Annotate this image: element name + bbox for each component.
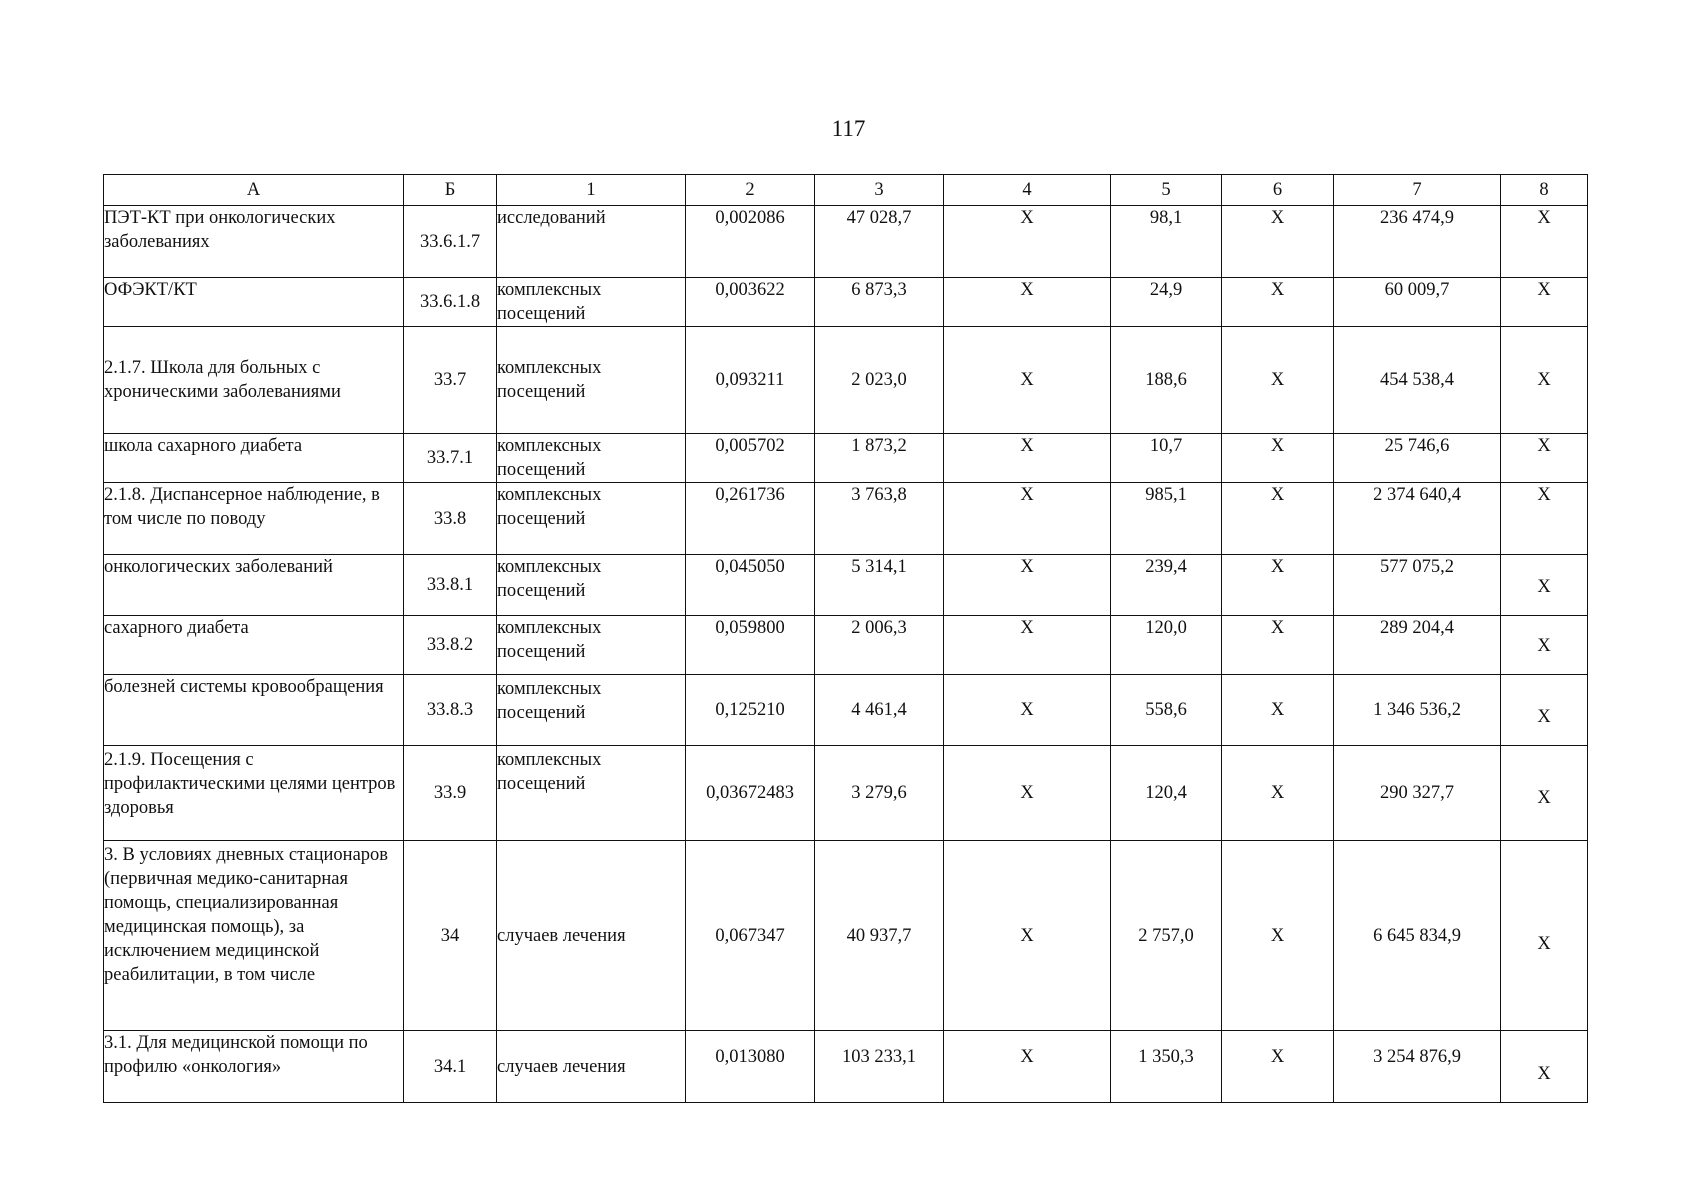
row-col4-cell: X <box>944 278 1111 327</box>
row-code-cell: 33.6.1.7 <box>404 206 497 278</box>
row-col6-cell: X <box>1222 555 1334 616</box>
row-col5-cell: 1 350,3 <box>1111 1031 1222 1103</box>
data-table <box>103 174 1588 1103</box>
row-col8-cell: X <box>1501 434 1588 483</box>
row-name-cell: болезней системы кровообращения <box>104 675 404 746</box>
header-cell-b: Б <box>404 175 497 206</box>
row-col5-cell: 985,1 <box>1111 483 1222 555</box>
row-col2-cell: 0,005702 <box>686 434 815 483</box>
row-code-cell: 33.6.1.8 <box>404 278 497 327</box>
row-col2-cell: 0,002086 <box>686 206 815 278</box>
row-col3-cell: 6 873,3 <box>815 278 944 327</box>
row-col5-cell: 558,6 <box>1111 675 1222 746</box>
row-col5-cell: 188,6 <box>1111 327 1222 434</box>
header-cell-7: 7 <box>1334 175 1501 206</box>
header-cell-4: 4 <box>944 175 1111 206</box>
row-col4-cell: X <box>944 434 1111 483</box>
row-unit-cell: комплексных посещений <box>497 327 686 434</box>
row-col7-cell: 3 254 876,9 <box>1334 1031 1501 1103</box>
row-col4-cell: X <box>944 1031 1111 1103</box>
row-name-cell: 2.1.7. Школа для больных с хроническими заболеваниями <box>104 327 404 434</box>
row-col7-cell: 60 009,7 <box>1334 278 1501 327</box>
row-unit-cell: комплексных посещений <box>497 434 686 483</box>
row-unit-cell: комплексных посещений <box>497 616 686 675</box>
row-name-cell: 2.1.9. Посещения с профилактическими целями центров здоровья <box>104 746 404 841</box>
row-col3-cell: 47 028,7 <box>815 206 944 278</box>
row-col6-cell: X <box>1222 746 1334 841</box>
row-col4-cell: X <box>944 746 1111 841</box>
row-col3-cell: 1 873,2 <box>815 434 944 483</box>
table-row <box>104 1031 1588 1103</box>
row-col4-cell: X <box>944 483 1111 555</box>
row-col2-cell: 0,045050 <box>686 555 815 616</box>
row-col8-cell: X <box>1501 675 1588 746</box>
row-code-cell: 34.1 <box>404 1031 497 1103</box>
header-cell-3: 3 <box>815 175 944 206</box>
row-col8-cell: X <box>1501 616 1588 675</box>
row-col6-cell: X <box>1222 434 1334 483</box>
row-code-cell: 33.8.1 <box>404 555 497 616</box>
row-col8-cell: X <box>1501 555 1588 616</box>
row-code-cell: 34 <box>404 841 497 1031</box>
row-col2-cell: 0,03672483 <box>686 746 815 841</box>
row-col6-cell: X <box>1222 278 1334 327</box>
row-unit-cell: комплексных посещений <box>497 483 686 555</box>
row-code-cell: 33.7.1 <box>404 434 497 483</box>
header-cell-1: 1 <box>497 175 686 206</box>
header-cell-5: 5 <box>1111 175 1222 206</box>
row-unit-cell: исследований <box>497 206 686 278</box>
row-unit-cell: случаев лечения <box>497 1031 686 1103</box>
row-col6-cell: X <box>1222 206 1334 278</box>
table-row <box>104 483 1588 555</box>
row-col5-cell: 120,4 <box>1111 746 1222 841</box>
header-cell-8: 8 <box>1501 175 1588 206</box>
row-col8-cell: X <box>1501 278 1588 327</box>
row-col2-cell: 0,125210 <box>686 675 815 746</box>
row-col3-cell: 4 461,4 <box>815 675 944 746</box>
row-col8-cell: X <box>1501 327 1588 434</box>
row-col2-cell: 0,261736 <box>686 483 815 555</box>
table-header <box>104 175 1588 206</box>
row-col5-cell: 98,1 <box>1111 206 1222 278</box>
row-unit-cell: комплексных посещений <box>497 555 686 616</box>
row-col4-cell: X <box>944 555 1111 616</box>
row-name-cell: 3. В условиях дневных стационаров (первичная медико-санитарная помощь, специализированная медицинская помощь), за исключением медицинской реабилитации, в том числе <box>104 841 404 1031</box>
header-row <box>104 175 1588 206</box>
row-unit-cell: комплексных посещений <box>497 278 686 327</box>
header-cell-a: А <box>104 175 404 206</box>
row-col4-cell: X <box>944 206 1111 278</box>
row-code-cell: 33.8 <box>404 483 497 555</box>
row-col4-cell: X <box>944 675 1111 746</box>
row-col2-cell: 0,003622 <box>686 278 815 327</box>
table-row <box>104 278 1588 327</box>
row-col3-cell: 40 937,7 <box>815 841 944 1031</box>
row-col2-cell: 0,093211 <box>686 327 815 434</box>
table-row <box>104 675 1588 746</box>
row-unit-cell: комплексных посещений <box>497 746 686 841</box>
row-col7-cell: 1 346 536,2 <box>1334 675 1501 746</box>
row-name-cell: онкологических заболеваний <box>104 555 404 616</box>
row-col2-cell: 0,013080 <box>686 1031 815 1103</box>
row-name-cell: сахарного диабета <box>104 616 404 675</box>
row-code-cell: 33.8.3 <box>404 675 497 746</box>
row-col7-cell: 290 327,7 <box>1334 746 1501 841</box>
row-col6-cell: X <box>1222 616 1334 675</box>
row-col7-cell: 2 374 640,4 <box>1334 483 1501 555</box>
row-name-cell: 2.1.8. Диспансерное наблюдение, в том числе по поводу <box>104 483 404 555</box>
table-row <box>104 616 1588 675</box>
row-col6-cell: X <box>1222 1031 1334 1103</box>
row-col2-cell: 0,067347 <box>686 841 815 1031</box>
row-col4-cell: X <box>944 327 1111 434</box>
row-code-cell: 33.9 <box>404 746 497 841</box>
row-col7-cell: 289 204,4 <box>1334 616 1501 675</box>
row-col3-cell: 2 006,3 <box>815 616 944 675</box>
row-col6-cell: X <box>1222 675 1334 746</box>
row-col6-cell: X <box>1222 327 1334 434</box>
row-code-cell: 33.8.2 <box>404 616 497 675</box>
header-cell-6: 6 <box>1222 175 1334 206</box>
table-row <box>104 434 1588 483</box>
row-col8-cell: X <box>1501 206 1588 278</box>
row-col5-cell: 24,9 <box>1111 278 1222 327</box>
row-col3-cell: 3 763,8 <box>815 483 944 555</box>
row-col5-cell: 120,0 <box>1111 616 1222 675</box>
row-name-cell: 3.1. Для медицинской помощи по профилю «онкология» <box>104 1031 404 1103</box>
row-name-cell: школа сахарного диабета <box>104 434 404 483</box>
row-name-cell: ПЭТ-КТ при онкологических заболеваниях <box>104 206 404 278</box>
table-row <box>104 746 1588 841</box>
page-number: 117 <box>831 116 866 141</box>
table-row <box>104 555 1588 616</box>
table-row <box>104 841 1588 1031</box>
row-unit-cell: комплексных посещений <box>497 675 686 746</box>
row-col4-cell: X <box>944 616 1111 675</box>
row-col5-cell: 10,7 <box>1111 434 1222 483</box>
row-col8-cell: X <box>1501 483 1588 555</box>
row-col3-cell: 5 314,1 <box>815 555 944 616</box>
row-col7-cell: 577 075,2 <box>1334 555 1501 616</box>
row-col3-cell: 3 279,6 <box>815 746 944 841</box>
table-body <box>104 206 1588 1103</box>
row-col3-cell: 103 233,1 <box>815 1031 944 1103</box>
row-col8-cell: X <box>1501 746 1588 841</box>
row-col8-cell: X <box>1501 841 1588 1031</box>
row-col5-cell: 239,4 <box>1111 555 1222 616</box>
row-col7-cell: 236 474,9 <box>1334 206 1501 278</box>
table-row <box>104 327 1588 434</box>
row-col5-cell: 2 757,0 <box>1111 841 1222 1031</box>
row-col7-cell: 454 538,4 <box>1334 327 1501 434</box>
row-col7-cell: 25 746,6 <box>1334 434 1501 483</box>
row-unit-cell: случаев лечения <box>497 841 686 1031</box>
row-col3-cell: 2 023,0 <box>815 327 944 434</box>
header-cell-2: 2 <box>686 175 815 206</box>
row-col7-cell: 6 645 834,9 <box>1334 841 1501 1031</box>
row-col6-cell: X <box>1222 841 1334 1031</box>
row-col8-cell: X <box>1501 1031 1588 1103</box>
row-name-cell: ОФЭКТ/КТ <box>104 278 404 327</box>
table-row <box>104 206 1588 278</box>
row-code-cell: 33.7 <box>404 327 497 434</box>
row-col2-cell: 0,059800 <box>686 616 815 675</box>
row-col6-cell: X <box>1222 483 1334 555</box>
row-col4-cell: X <box>944 841 1111 1031</box>
